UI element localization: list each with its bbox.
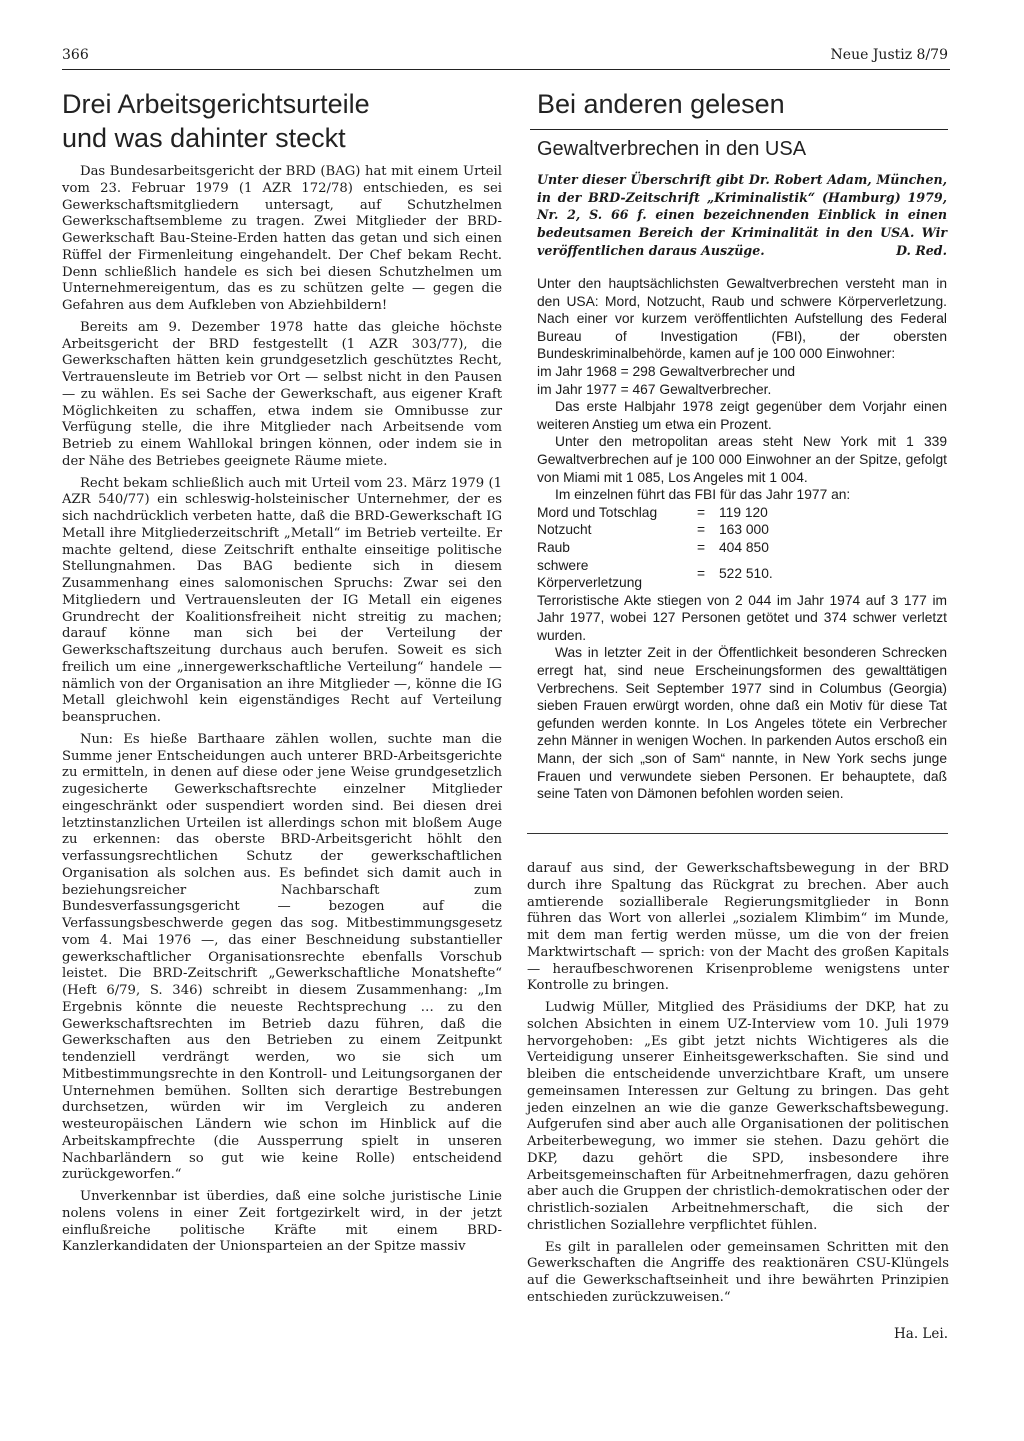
box-paragraph: Im einzelnen führt das FBI für das Jahr 1977 an:: [555, 487, 851, 503]
article-title: [62, 88, 502, 154]
section-rule: [530, 129, 948, 130]
paragraph: darauf aus sind, der Gewerkschaftsbewegung in der BRD durch ihre Spaltung das Rückgrat zu brechen. Aber auch amtierende sozialliberale Regierungsmitglieder in Bonn führen das Wort von allerlei „sozialem Klimbim“ im Munde, mit dem man fertig werden müsse, um die von der freien Marktwirtschaft — sprich: von der Macht des großen Kapitals — heraufbeschworenen Krisenprobleme wenigstens unter Kontrolle zu bringen.: [527, 861, 949, 994]
right-article-continuation: [527, 861, 949, 1307]
box-paragraph: Was in letzter Zeit in der Öffentlichkeit besonderen Schrecken erregt hat, sind neue Erscheinungsformen des gewalttätigen Verbrechens. Seit September 1977 sind in Columbus (Georgia) sieben Frauen erwürgt worden, ohne daß ein Motiv für diese Tat gefunden werden konnte. In Los Angeles tötete ein Verbrecher zehn Männer in wenigen Wochen. In parkenden Autos erschoß ein Mann, der sich „son of Sam“ nannte, in New York sechs junge Frauen und verwundete sieben Personen. Er behauptete, daß seine Taten von Dämonen befohlen worden seien.: [537, 645, 947, 802]
stats-label: Notzucht: [537, 522, 592, 538]
journal-issue: Neue Justiz 8/79: [830, 47, 948, 63]
stats-row: [537, 504, 773, 522]
stats-label: Mord und Totschlag: [537, 504, 658, 520]
header-rule: [62, 69, 950, 70]
stats-label: schwere Körperverletzung: [537, 557, 643, 591]
intro-sign: D. Red.: [896, 242, 947, 258]
paragraph: Nun: Es hieße Barthaare zählen wollen, suchte man die Summe jener Entscheidungen auch unterer BRD-Arbeitsgerichte zu ermitteln, in denen auf diese oder jene Weise grundgesetzlich zugesicherte Gewerkschaftsrechte einzelner Mitglieder eingeschränkt oder suspendiert worden sind. Bei diesen drei letztinstanzlichen Urteilen ist allerdings schon mit bloßem Auge zu erkennen: das oberste BRD-Arbeitsgericht höhlt den verfassungsrechtlichen Schutz der gewerkschaftlichen Organisation als solchen aus. Es befindet sich damit auch in beziehungsreicher Nachbarschaft zum Bundesverfassungsgericht — bezogen auf die Verfassungsbeschwerde gegen das sog. Mitbestimmungsgesetz vom 4. Mai 1976 —, das einer Beschneidung substantieller gewerkschaftlicher Organisationsrechte ebenfalls Vorschub leistet. Die BRD-Zeitschrift „Gewerkschaftliche Monatshefte“ (Heft 6/79, S. 346) schreibt in diesem Zusammenhang: „Im Ergebnis könnte die neueste Rechtsprechung … zu den Gewerkschaftsrechten im Betrieb dazu führen, daß die Gewerkschaften aus den Betrieben zu einem Zeitpunkt tendenziell verdrängt werden, wo sie sich um Mitbestimmungsrechte in den Kontroll- und Leitungsorganen der Unternehmen bemühen. Sollten sich derartige Bestrebungen durchsetzen, würden wir im Vergleich zu anderen westeuropäischen Ländern wie schon im Hinblick auf die Arbeitskampfrechte (die Aussperrung spielt in unseren Nachbarländern so gut wie keine Rolle) entscheidend zurückgeworfen.“: [62, 731, 502, 1183]
stats-row: [537, 521, 773, 539]
editor-intro: [537, 171, 947, 260]
paragraph: Es gilt in parallelen oder gemeinsamen Schritten mit den Gewerkschaften die Angriffe des reaktionären CSU-Klüngels auf die Gewerkschaftseinheit und ihre bewährten Prinzipien entschieden zurückzuweisen.“: [527, 1239, 949, 1305]
paragraph: Recht bekam schließlich auch mit Urteil vom 23. März 1979 (1 AZR 540/77) ein schleswig-holsteinischer Unternehmer, der es sich nachdrücklich verbeten hatte, daß die BRD-Gewerkschaft IG Metall ihre Mitgliederzeitschrift „Metall“ im Betrieb verteilte. Er machte geltend, diese Zeitschrift enthalte einseitige politische Stellungnahmen. Das BAG bediente sich in diesem Zusammenhang eines salomonischen Spruchs: Zwar sei den Mitgliedern und Vertrauensleuten der IG Metall ein eigenes Grundrecht der Koalitionsfreiheit nicht streitig zu machen; darauf könne man sich bei der Verteilung der Gewerkschaftszeitung durchaus auch berufen. Soweit es sich freilich um eine „innergewerkschaftliche Verteilung“ handele — nämlich von der Organisation an ihre Mitglieder —, könne die IG Metall gleichwohl kein eigenständiges Recht auf Verteilung beanspruchen.: [62, 475, 502, 725]
paragraph: Unverkennbar ist überdies, daß eine solche juristische Linie nolens volens in einer Zeit fortgezirkelt wird, in der jetzt einflußreiche politische Kräfte mit einem BRD-Kanzlerkandidaten der Unionsparteien an der Spitze massiv: [62, 1189, 502, 1255]
stats-value: 163 000: [719, 522, 769, 538]
box-line: im Jahr 1968 = 298 Gewaltverbrecher und: [537, 363, 796, 379]
article-title-line-2: und was dahinter steckt: [62, 123, 346, 153]
stats-label: Raub: [537, 539, 570, 555]
box-paragraph: Terroristische Akte stiegen von 2 044 im Jahr 1974 auf 3 177 im Jahr 1977, wobei 127 Personen getötet und 374 schwer verletzt wurden.: [537, 592, 947, 643]
excerpt-box: [537, 275, 947, 803]
stats-value: 404 850: [719, 539, 769, 555]
column-divider: [527, 833, 948, 834]
section-title: Bei anderen gelesen: [537, 89, 785, 119]
stats-value: 522 510.: [719, 566, 773, 582]
box-paragraph: Unter den metropolitan areas steht New York mit 1 339 Gewaltverbrechen auf je 100 000 Einwohner an der Spitze, gefolgt von Miami mit 1 085, Los Angeles mit 1 004.: [537, 434, 947, 485]
stats-eq: =: [697, 539, 706, 555]
box-paragraph: Unter den hauptsächlichsten Gewaltverbrechen versteht man in den USA: Mord, Notzucht, Raub und schwere Körperverletzung. Nach einer vor kurzem veröffentlichten Aufstellung des Federal Bureau of Investigation (FBI), der obersten Bundeskriminalbehörde, kamen auf je 100 000 Einwohner:: [537, 276, 947, 362]
stats-value: 119 120: [719, 504, 768, 520]
box-paragraph: Das erste Halbjahr 1978 zeigt gegenüber dem Vorjahr einen weiteren Anstieg um etwa ein Prozent.: [537, 399, 947, 432]
stats-eq: =: [697, 566, 706, 582]
intro-text: Unter dieser Überschrift gibt Dr. Robert Adam, München, in der BRD-Zeitschrift „Kriminalistik“ (Hamburg) 1979, Nr. 2, S. 66 f. einen bezeichnenden Einblick in einen bedeutsamen Bereich der Kriminalität in den USA. Wir veröffentlichen daraus Auszüge.: [537, 172, 947, 258]
stats-eq: =: [697, 522, 706, 538]
paragraph: Das Bundesarbeitsgericht der BRD (BAG) hat mit einem Urteil vom 23. Februar 1979 (1 AZR 172/78) entschieden, es sei Gewerkschaftsmitgliedern untersagt, auf Schutzhelmen Gewerkschaftsembleme zu tragen. Zwei Mitglieder der BRD-Gewerkschaft Bau-Steine-Erden hatten das getan und sich einen Rüffel der Firmenleitung eingehandelt. Der Chef bekam Recht. Denn schließlich handele es sich bei diesen Schutzhelmen um Unternehmereigentum, das es zu schützen gelte — gegen die Gefahren aus dem Aufkleben von Abziehbildern!: [62, 164, 502, 313]
stats-row: [537, 557, 773, 592]
stats-eq: =: [697, 504, 706, 520]
article-title-line-1: Drei Arbeitsgerichtsurteile: [62, 89, 370, 119]
crime-stats-table: [537, 504, 773, 592]
paragraph: Ludwig Müller, Mitglied des Präsidiums der DKP, hat zu solchen Absichten in einem UZ-Interview vom 10. Juli 1979 hervorgehoben: „Es gibt jetzt nichts Wichtigeres als die Verteidigung unserer Einheitsgewerkschaften. Sie sind und bleiben die entscheidende unverzichtbare Kraft, um unsere gemeinsamen Interessen zur Geltung zu bringen. Das geht jeden einzelnen an wie die ganze Gewerkschaftsbewegung. Aufgerufen sind aber auch alle Organisationen der politischen Arbeiterbewegung, wo immer sie stehen. Dazu gehört die DKP, dazu gehört die SPD, insbesondere ihre Arbeitsgemeinschaften für Arbeitnehmerfragen, dazu gehören aber auch die Gruppen der christlich-demokratischen oder der christlich-sozialen Arbeitnehmerschaft, die sich der christlichen Soziallehre verpflichtet fühlen.: [527, 1000, 949, 1233]
paragraph: Bereits am 9. Dezember 1978 hatte das gleiche höchste Arbeitsgericht der BRD festgestellt (1 AZR 303/77), die Gewerkschaften hätten kein grundgesetzlich geschütztes Recht, Vertrauensleute im Betrieb vor Ort — selbst nicht in den Pausen — zu wählen. Es sei Sache der Gewerkschaft, aus eigener Kraft Möglichkeiten zu schaffen, etwa indem sie Omnibusse zur Verfügung stelle, die ihre Mitglieder nach Arbeitsende vom Betrieb zu einem Wahllokal bringen können, oder indem sie in der Nähe des Betriebes geeignete Räume miete.: [62, 319, 502, 469]
left-article-body: [62, 164, 502, 1256]
subtitle: Gewaltverbrechen in den USA: [537, 138, 807, 160]
page-number: 366: [62, 47, 89, 63]
box-line: im Jahr 1977 = 467 Gewaltverbrecher.: [537, 381, 772, 397]
stats-row: [537, 539, 773, 557]
author-signature: Ha. Lei.: [894, 1326, 948, 1342]
